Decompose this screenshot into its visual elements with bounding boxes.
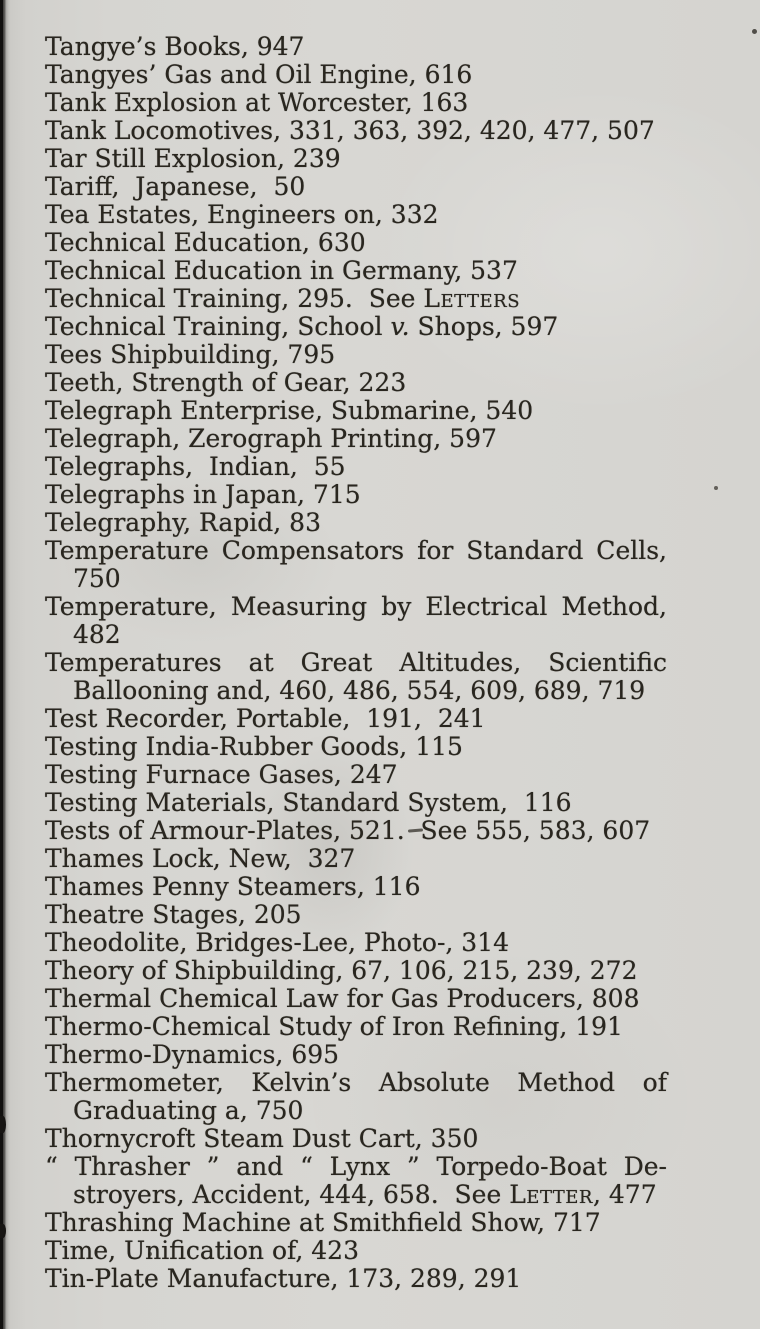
index-entry-line xyxy=(45,761,667,789)
index-entry-line xyxy=(45,845,667,873)
index-entry-line xyxy=(45,369,667,397)
index-entry xyxy=(45,1069,667,1125)
entry-text: 482 xyxy=(73,620,121,649)
entry-text: Thrashing Machine at Smithfield Show, 717 xyxy=(45,1208,601,1237)
index-entry-line xyxy=(45,957,667,985)
index-entry xyxy=(45,593,667,649)
entry-text: Tees Shipbuilding, 795 xyxy=(45,340,336,369)
index-entry-line xyxy=(45,565,667,593)
index-entry xyxy=(45,1237,667,1265)
index-entry-line xyxy=(45,677,667,705)
index-entry-line xyxy=(45,593,667,621)
index-entry-line xyxy=(45,1181,667,1209)
italic-text: v. xyxy=(390,312,410,341)
entry-text: Thermo-Dynamics, 695 xyxy=(45,1040,340,1069)
index-entry-line xyxy=(45,1209,667,1237)
index-entry xyxy=(45,173,667,201)
index-entry-line xyxy=(45,425,667,453)
index-entry-line xyxy=(45,201,667,229)
entry-text: “ Thrasher ” and “ Lynx ” Torpedo-Boat De- xyxy=(45,1152,667,1181)
index-entry-line xyxy=(45,1265,667,1293)
index-entry-line xyxy=(45,901,667,929)
index-entry xyxy=(45,705,667,733)
index-entry xyxy=(45,1265,667,1293)
index-entry xyxy=(45,425,667,453)
entry-text: Thames Penny Steamers, 116 xyxy=(45,872,421,901)
index-entry-line xyxy=(45,1097,667,1125)
entry-text: Ballooning and, 460, 486, 554, 609, 689, 719 xyxy=(73,676,646,705)
scan-speck xyxy=(0,1224,6,1238)
index-entry xyxy=(45,873,667,901)
index-entry xyxy=(45,1153,667,1209)
entry-text: Telegraph, Zerograph Printing, 597 xyxy=(45,424,497,453)
index-entry xyxy=(45,369,667,397)
index-entry-line xyxy=(45,285,667,313)
index-entry-line xyxy=(45,1069,667,1097)
index-entry-line xyxy=(45,341,667,369)
entry-text: Thermo-Chemical Study of Iron Refining, 191 xyxy=(45,1012,623,1041)
entry-text: Testing India-Rubber Goods, 115 xyxy=(45,732,463,761)
index-entry-line xyxy=(45,397,667,425)
index-entry-line xyxy=(45,89,667,117)
index-entry xyxy=(45,453,667,481)
index-entry-line xyxy=(45,817,667,845)
entry-text: Telegraphs in Japan, 715 xyxy=(45,480,361,509)
index-entry xyxy=(45,285,667,313)
entry-text: Thermal Chemical Law for Gas Producers, 808 xyxy=(45,984,640,1013)
entry-text: Tank Explosion at Worcester, 163 xyxy=(45,88,469,117)
entry-text: Tests of Armour-Plates, 521. See 555, 583, 607 xyxy=(45,816,651,845)
index-entry-line xyxy=(45,33,667,61)
index-entry-line xyxy=(45,229,667,257)
entry-text: Theodolite, Bridges-Lee, Photo-, 314 xyxy=(45,928,510,957)
index-entry xyxy=(45,89,667,117)
entry-text: Thames Lock, New, 327 xyxy=(45,844,356,873)
index-entry xyxy=(45,341,667,369)
index-entry-line xyxy=(45,257,667,285)
index-entry-line xyxy=(45,1125,667,1153)
entry-text: Shops, 597 xyxy=(409,312,559,341)
entry-text: Graduating a, 750 xyxy=(73,1096,304,1125)
index-entry xyxy=(45,145,667,173)
entry-text: Tank Locomotives, 331, 363, 392, 420, 477, 507 xyxy=(45,116,655,145)
index-entry xyxy=(45,845,667,873)
index-entry-line xyxy=(45,929,667,957)
entry-text: Technical Education, 630 xyxy=(45,228,366,257)
entry-text: Temperatures at Great Altitudes, Scientific xyxy=(45,648,667,677)
entry-text: Teeth, Strength of Gear, 223 xyxy=(45,368,407,397)
index-entry-line xyxy=(45,1041,667,1069)
index-entry xyxy=(45,985,667,1013)
entry-text: Technical Training, 295. See xyxy=(45,284,424,313)
index-entry-line xyxy=(45,649,667,677)
index-entry-line xyxy=(45,173,667,201)
entry-text: Theatre Stages, 205 xyxy=(45,900,302,929)
entry-text: 750 xyxy=(73,564,121,593)
entry-text: Tariff, Japanese, 50 xyxy=(45,172,306,201)
index-entry-line xyxy=(45,1153,667,1181)
entry-text: stroyers, Accident, 444, 658. See xyxy=(73,1180,510,1209)
index-entry xyxy=(45,201,667,229)
index-entry-line xyxy=(45,481,667,509)
index-entry-line xyxy=(45,453,667,481)
entry-text: Telegraph Enterprise, Submarine, 540 xyxy=(45,396,534,425)
index-entry xyxy=(45,117,667,145)
index-entry xyxy=(45,1125,667,1153)
entry-text: Technical Education in Germany, 537 xyxy=(45,256,518,285)
index-entry-line xyxy=(45,61,667,89)
index-entry xyxy=(45,509,667,537)
index-entry xyxy=(45,33,667,61)
index-entry xyxy=(45,957,667,985)
entry-text: Theory of Shipbuilding, 67, 106, 215, 239, 272 xyxy=(45,956,638,985)
index-entry-line xyxy=(45,537,667,565)
index-entry-line xyxy=(45,1013,667,1041)
entry-text: Telegraphs, Indian, 55 xyxy=(45,452,346,481)
index-entry-line xyxy=(45,145,667,173)
index-entry-line xyxy=(45,985,667,1013)
index-entry xyxy=(45,537,667,593)
index-entry-line xyxy=(45,733,667,761)
index-entry xyxy=(45,229,667,257)
index-entry xyxy=(45,1041,667,1069)
index-entry xyxy=(45,1209,667,1237)
entry-text: Testing Materials, Standard System, 116 xyxy=(45,788,572,817)
entry-text: Tangyes’ Gas and Oil Engine, 616 xyxy=(45,60,473,89)
cross-reference-smallcaps: Letters xyxy=(423,284,521,313)
index-entry-line xyxy=(45,621,667,649)
entry-text: Tangye’s Books, 947 xyxy=(45,32,305,61)
index-entry xyxy=(45,481,667,509)
entry-text: Tea Estates, Engineers on, 332 xyxy=(45,200,439,229)
index-column xyxy=(45,33,667,1293)
index-entry xyxy=(45,61,667,89)
entry-text: Thermometer, Kelvin’s Absolute Method of xyxy=(45,1068,667,1097)
index-entry xyxy=(45,313,667,341)
index-entry xyxy=(45,929,667,957)
entry-text: Tin-Plate Manufacture, 173, 289, 291 xyxy=(45,1264,522,1293)
index-entry xyxy=(45,397,667,425)
index-entry-line xyxy=(45,313,667,341)
index-entry xyxy=(45,901,667,929)
index-entry xyxy=(45,761,667,789)
index-entry xyxy=(45,733,667,761)
index-entry xyxy=(45,1013,667,1041)
index-entry-line xyxy=(45,789,667,817)
entry-text: , 477 xyxy=(592,1180,657,1209)
cross-reference-smallcaps: Letter xyxy=(509,1180,593,1209)
index-entry-line xyxy=(45,705,667,733)
entry-text: Telegraphy, Rapid, 83 xyxy=(45,508,321,537)
scan-speck xyxy=(752,29,757,34)
scan-speck xyxy=(0,1116,6,1133)
entry-text: Temperature, Measuring by Electrical Method, xyxy=(45,592,667,621)
index-entry-line xyxy=(45,117,667,145)
entry-text: Technical Training, School xyxy=(45,312,391,341)
index-entry xyxy=(45,817,667,845)
entry-text: Testing Furnace Gases, 247 xyxy=(45,760,398,789)
entry-text: Temperature Compensators for Standard Cells, xyxy=(45,536,667,565)
entry-text: Test Recorder, Portable, 191, 241 xyxy=(45,704,486,733)
entry-text: Thornycroft Steam Dust Cart, 350 xyxy=(45,1124,479,1153)
index-entry-line xyxy=(45,509,667,537)
entry-text: Tar Still Explosion, 239 xyxy=(45,144,341,173)
index-entry-line xyxy=(45,873,667,901)
index-entry xyxy=(45,257,667,285)
index-entry-line xyxy=(45,1237,667,1265)
entry-text: Time, Unification of, 423 xyxy=(45,1236,359,1265)
scan-speck xyxy=(714,486,718,490)
index-entry xyxy=(45,649,667,705)
index-entry xyxy=(45,789,667,817)
